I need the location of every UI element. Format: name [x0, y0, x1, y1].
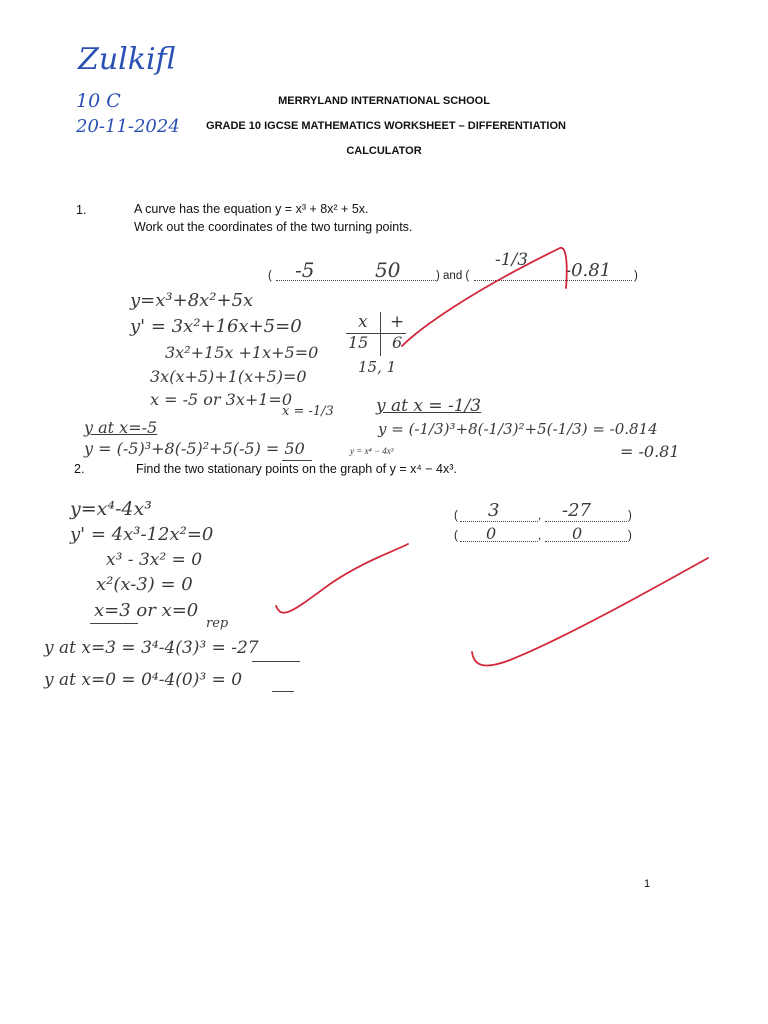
q1-work-right-line: y at x = -1/3: [376, 396, 482, 416]
q2-work-line: x=3 or x=0: [94, 600, 199, 621]
q2-work-line: x²(x-3) = 0: [96, 574, 193, 595]
q2-text: Find the two stationary points on the graph of y = x⁴ − 4x³.: [136, 462, 457, 476]
worksheet-subtitle: CALCULATOR: [346, 145, 422, 157]
q1-work-line: x = -5 or 3x+1=0: [150, 390, 293, 409]
factor-pair-15: 15: [348, 333, 369, 352]
q1-work-line: y at x=-5: [84, 418, 158, 437]
q2-work-line: y at x=3 = 3⁴-4(3)³ = -27: [44, 638, 259, 658]
worksheet-date: 20-11-2024: [76, 116, 180, 137]
q2-answer2-sep: ,: [538, 530, 542, 542]
q2-number: 2.: [74, 462, 85, 476]
check-mark-q2-right: [472, 558, 708, 666]
q1-answer-open: (: [268, 270, 272, 282]
student-name: Zulkifl: [78, 42, 176, 77]
factor-pair-x: x: [358, 312, 368, 332]
q2-work-line: y' = 4x³-12x²=0: [70, 524, 214, 545]
factor-pair-result: 15, 1: [358, 358, 397, 376]
q1-work-right-line: = -0.81: [620, 442, 680, 461]
check-mark-q2-left: [276, 544, 408, 613]
check-mark-q1: [402, 248, 567, 346]
factor-pair-plus: +: [390, 312, 405, 332]
q2-answer2-open: (: [454, 530, 458, 542]
q1-work-line: y = (-5)³+8(-5)²+5(-5) = 50: [84, 439, 305, 458]
q1-answer-mid: ) and (: [436, 270, 470, 282]
q1-answer1-x: -5: [295, 258, 315, 282]
q2-answer1-sep: ,: [538, 510, 542, 522]
q2-answer2-close: ): [628, 530, 632, 542]
q2-answer1-open: (: [454, 510, 458, 522]
q1-work-line: 3x(x+5)+1(x+5)=0: [150, 367, 307, 386]
q2-answer1-x: 3: [488, 500, 500, 521]
student-class: 10 C: [76, 90, 121, 112]
q2-answer1-y: -27: [562, 500, 591, 521]
q1-work-line: 3x²+15x +1x+5=0: [165, 343, 319, 362]
factor-pair-6: 6: [392, 333, 403, 352]
page-number: 1: [644, 878, 651, 890]
q1-text-line1: A curve has the equation y = x³ + 8x² + 5x.: [134, 202, 369, 216]
worksheet-title: GRADE 10 IGCSE MATHEMATICS WORKSHEET – DIFFERENTIATION: [206, 120, 566, 132]
q1-work-line: y' = 3x²+16x+5=0: [130, 316, 302, 337]
q1-number: 1.: [76, 203, 87, 217]
q2-answer1-close: ): [628, 510, 632, 522]
q2-work-line: rep: [206, 616, 229, 631]
q1-work-right-line: y = (-1/3)³+8(-1/3)²+5(-1/3) = -0.814: [378, 420, 658, 438]
q2-answer2-x: 0: [486, 524, 497, 543]
q1-answer-close: ): [634, 270, 638, 282]
q1-answer2-y: -0.81: [565, 260, 612, 281]
q2-work-line: y at x=0 = 0⁴-4(0)³ = 0: [44, 670, 243, 690]
q1-text-line2: Work out the coordinates of the two turning points.: [134, 220, 413, 234]
printed-reminder: y = x⁴ − 4x³: [350, 446, 394, 456]
q1-answer2-x: -1/3: [495, 250, 529, 270]
q2-work-line: y=x⁴-4x³: [70, 498, 152, 520]
q1-work-line: x = -1/3: [282, 404, 334, 419]
q1-work-line: y=x³+8x²+5x: [130, 290, 254, 311]
school-name: MERRYLAND INTERNATIONAL SCHOOL: [278, 95, 490, 107]
q2-work-line: x³ - 3x² = 0: [106, 550, 203, 570]
q1-answer1-y: 50: [375, 258, 401, 282]
q2-answer2-y: 0: [572, 524, 583, 543]
